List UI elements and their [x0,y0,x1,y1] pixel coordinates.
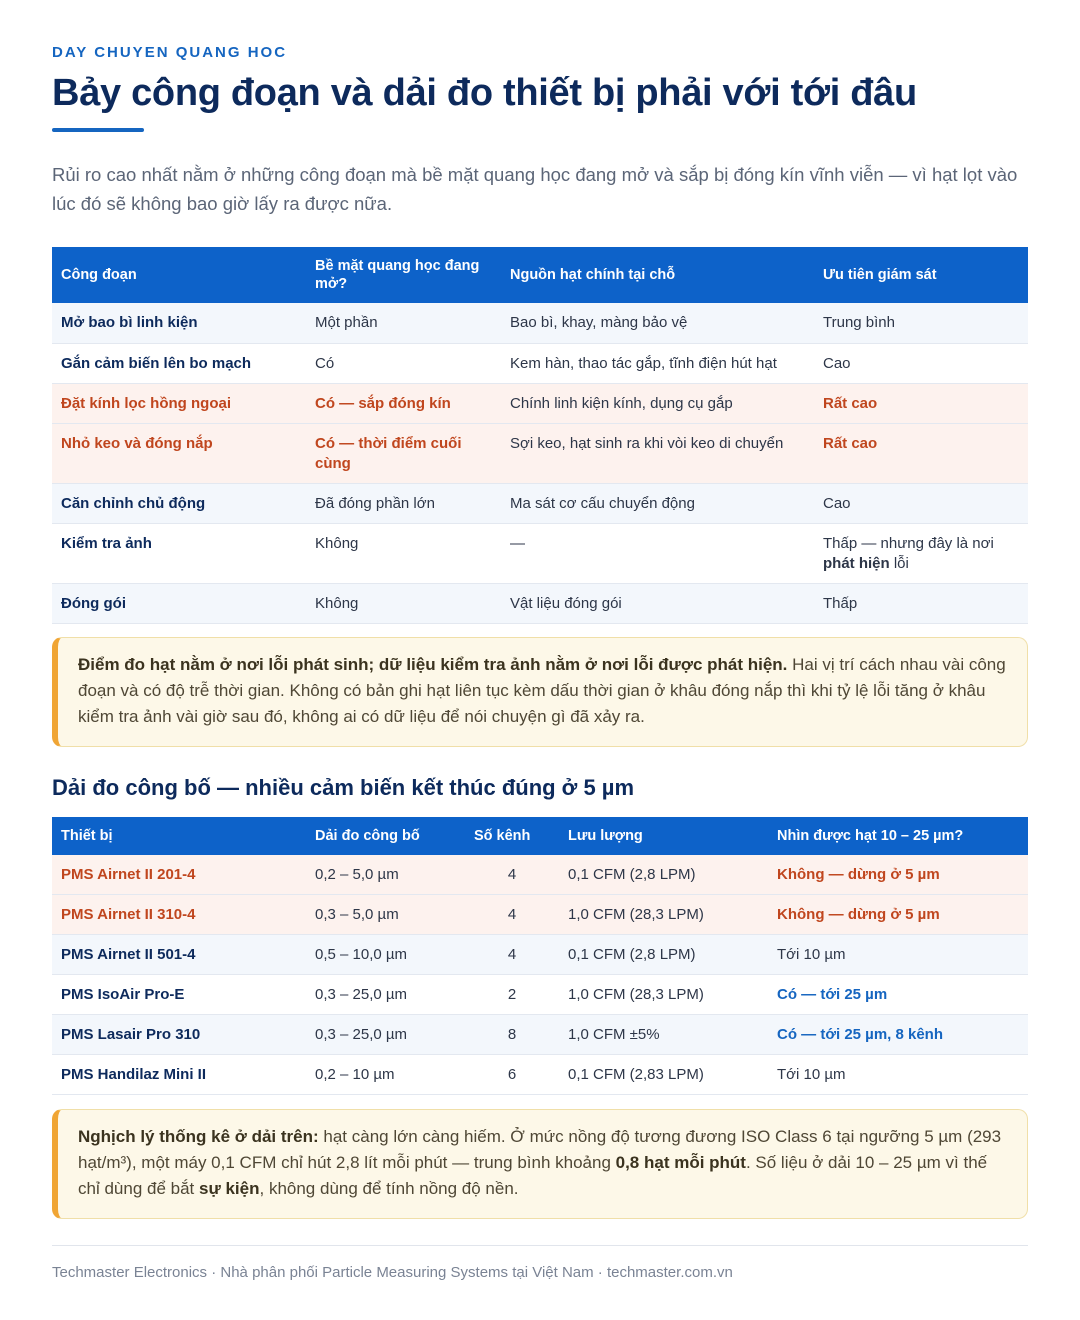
table-row-highlight [52,383,1028,423]
stage-cell: Mở bao bì linh kiện [52,303,306,343]
source-cell: Vật liệu đóng gói [501,583,814,623]
priority-cell: Trung bình [814,303,1028,343]
callout-emphasis: Điểm đo hạt nằm ở nơi lỗi phát sinh; dữ liệu kiểm tra ảnh nằm ở nơi lỗi được phát hiện. [78,655,788,674]
stage-cell: Căn chỉnh chủ động [52,483,306,523]
priority-cell: Cao [814,343,1028,383]
source-cell: Ma sát cơ cấu chuyển động [501,483,814,523]
device-cell: PMS Airnet II 501-4 [52,935,306,975]
table-row-highlight [52,423,1028,483]
callout-emphasis: Nghịch lý thống kê ở dải trên: [78,1127,319,1146]
source-cell: Chính linh kiện kính, dụng cụ gắp [501,383,814,423]
table-row [52,483,1028,523]
eyebrow: DAY CHUYEN QUANG HOC [52,44,288,61]
table-row [52,303,1028,343]
coverage-cell: Không — dừng ở 5 µm [768,895,1028,935]
coverage-cell: Tới 10 µm [768,935,1028,975]
open-cell: Có — sắp đóng kín [306,383,501,423]
table-row [52,935,1028,975]
section-title: Dải đo công bố — nhiều cảm biến kết thúc đúng ở 5 µm [52,775,635,800]
stage-cell: Đặt kính lọc hồng ngoại [52,383,306,423]
device-cell: PMS Airnet II 201-4 [52,855,306,895]
stages-table-header [52,247,1028,303]
priority-cell: Thấp [814,583,1028,623]
stage-cell: Kiểm tra ảnh [52,523,306,583]
insight-callout [52,637,1028,747]
column-header: Ưu tiên giám sát [814,247,1028,303]
priority-text: Thấp — nhưng đây là nơi [823,534,994,552]
callout-emphasis: sự kiện [198,1179,260,1198]
devices-table [52,817,1028,1095]
channels-cell: 2 [465,975,559,1015]
callout-text: . Số liệu ở dải 10 – 25 µm vì thế chỉ dùng để bắt [78,1153,988,1198]
source-cell: — [501,523,814,583]
range-cell: 0,3 – 25,0 µm [306,1015,465,1055]
open-cell: Không [306,523,501,583]
coverage-cell: Có — tới 25 µm [768,975,1028,1015]
open-cell: Đã đóng phần lớn [306,483,501,523]
footer-divider [52,1245,1028,1246]
stage-cell: Gắn cảm biến lên bo mạch [52,343,306,383]
lead-paragraph: Rủi ro cao nhất nằm ở những công đoạn mà bề mặt quang học đang mở và sắp bị đóng kín vĩnh viễn — vì hạt lọt vào lúc đó sẽ không bao giờ lấy ra được nữa. [52,164,1018,214]
stage-cell: Nhỏ keo và đóng nắp [52,423,306,483]
channels-cell: 4 [465,895,559,935]
column-header: Lưu lượng [559,817,768,855]
device-cell: PMS IsoAir Pro-E [52,975,306,1015]
table-row [52,1015,1028,1055]
flow-cell: 1,0 CFM ±5% [559,1015,768,1055]
column-header: Dải đo công bố [306,817,465,855]
table-row [52,1055,1028,1095]
open-cell: Có [306,343,501,383]
statistics-callout [52,1109,1028,1219]
priority-cell: Cao [814,483,1028,523]
table-row [52,343,1028,383]
channels-cell: 6 [465,1055,559,1095]
flow-cell: 0,1 CFM (2,8 LPM) [559,855,768,895]
range-cell: 0,5 – 10,0 µm [306,935,465,975]
source-cell: Sợi keo, hạt sinh ra khi vòi keo di chuyển [501,423,814,483]
column-header: Nguồn hạt chính tại chỗ [501,247,814,303]
page-title: Bảy công đoạn và dải đo thiết bị phải với tới đâu [52,72,917,114]
channels-cell: 4 [465,935,559,975]
channels-cell: 8 [465,1015,559,1055]
device-cell: PMS Lasair Pro 310 [52,1015,306,1055]
column-header: Công đoạn [52,247,306,303]
devices-table-header [52,817,1028,855]
table-row [52,523,1028,583]
priority-cell [814,523,1028,583]
priority-text: lỗi [889,554,909,572]
stage-cell: Đóng gói [52,583,306,623]
device-cell: PMS Handilaz Mini II [52,1055,306,1095]
range-cell: 0,3 – 5,0 µm [306,895,465,935]
range-cell: 0,3 – 25,0 µm [306,975,465,1015]
flow-cell: 0,1 CFM (2,83 LPM) [559,1055,768,1095]
range-cell: 0,2 – 10 µm [306,1055,465,1095]
column-header: Số kênh [465,817,559,855]
open-cell: Có — thời điểm cuối cùng [306,423,501,483]
callout-text: , không dùng để tính nồng độ nền. [259,1179,519,1198]
flow-cell: 0,1 CFM (2,8 LPM) [559,935,768,975]
priority-emphasis: phát hiện [823,554,890,572]
table-row-highlight [52,855,1028,895]
table-row [52,583,1028,623]
table-row [52,975,1028,1015]
channels-cell: 4 [465,855,559,895]
coverage-cell: Tới 10 µm [768,1055,1028,1095]
flow-cell: 1,0 CFM (28,3 LPM) [559,895,768,935]
title-underline [52,128,144,132]
flow-cell: 1,0 CFM (28,3 LPM) [559,975,768,1015]
source-cell: Bao bì, khay, màng bảo vệ [501,303,814,343]
table-row-highlight [52,895,1028,935]
stages-table [52,247,1028,624]
callout-text: hạt càng lớn càng hiếm. Ở mức nồng độ tương đương ISO Class 6 tại ngưỡng 5 µm (293 hạt/m³), một máy 0,1 CFM chỉ hút 2,8 lít mỗi phút — trung bình khoảng [78,1127,1002,1172]
footer-text: Techmaster Electronics · Nhà phân phối Particle Measuring Systems tại Việt Nam · techmaster.com.vn [52,1264,733,1281]
coverage-cell: Không — dừng ở 5 µm [768,855,1028,895]
open-cell: Không [306,583,501,623]
priority-cell: Rất cao [814,423,1028,483]
priority-cell: Rất cao [814,383,1028,423]
range-cell: 0,2 – 5,0 µm [306,855,465,895]
column-header: Thiết bị [52,817,306,855]
device-cell: PMS Airnet II 310-4 [52,895,306,935]
source-cell: Kem hàn, thao tác gắp, tĩnh điện hút hạt [501,343,814,383]
column-header: Bề mặt quang học đang mở? [306,247,501,303]
coverage-cell: Có — tới 25 µm, 8 kênh [768,1015,1028,1055]
open-cell: Một phần [306,303,501,343]
column-header: Nhìn được hạt 10 – 25 µm? [768,817,1028,855]
callout-text: Hai vị trí cách nhau vài công đoạn và có độ trễ thời gian. Không có bản ghi hạt liên tục kèm dấu thời gian ở khâu đóng nắp thì khi tỷ lệ lỗi tăng ở khâu kiểm tra ảnh vài giờ sau đó, không ai có dữ liệu để nói chuyện gì đã xảy ra. [78,655,1006,726]
callout-emphasis: 0,8 hạt mỗi phút [615,1153,746,1172]
